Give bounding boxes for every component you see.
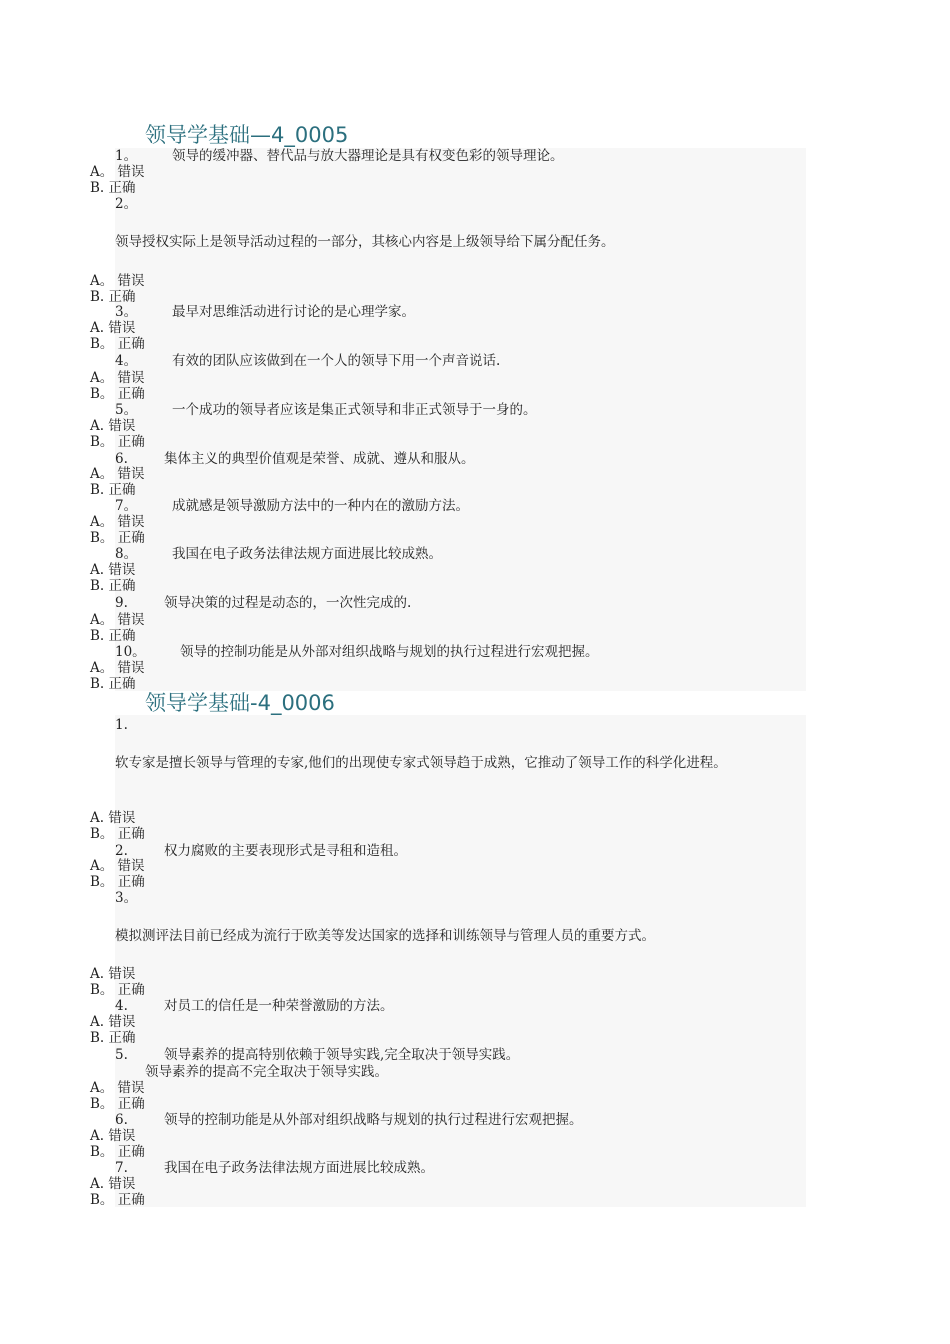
option-b[interactable]: B. 正确 [90, 628, 136, 644]
question-number: 5。 [115, 402, 138, 418]
option-b[interactable]: B。 正确 [90, 434, 145, 450]
option-a[interactable]: A. 错误 [90, 1014, 136, 1030]
question-text: 一个成功的领导者应该是集正式领导和非正式领导于一身的。 [172, 402, 537, 418]
question-number: 6. [115, 1112, 128, 1128]
question-text: 领导决策的过程是动态的，一次性完成的. [164, 595, 412, 611]
option-b[interactable]: B。 正确 [90, 1144, 145, 1160]
option-a[interactable]: A. 错误 [90, 966, 136, 982]
option-b[interactable]: B。 正确 [90, 336, 145, 352]
question-number: 7。 [115, 498, 138, 514]
question-text: 我国在电子政务法律法规方面进展比较成熟。 [164, 1160, 434, 1176]
option-a[interactable]: A. 错误 [90, 810, 136, 826]
question-text: 成就感是领导激励方法中的一种内在的激励方法。 [172, 498, 469, 514]
option-a[interactable]: A。 错误 [90, 164, 145, 180]
question-text: 领导素养的提高特别依赖于领导实践,完全取决于领导实践。 [164, 1047, 520, 1063]
option-a[interactable]: A。 错误 [90, 612, 145, 628]
option-a[interactable]: A. 错误 [90, 418, 136, 434]
option-b[interactable]: B。 正确 [90, 386, 145, 402]
question-number: 10。 [115, 644, 146, 660]
option-b[interactable]: B. 正确 [90, 676, 136, 692]
option-b[interactable]: B. 正确 [90, 1030, 136, 1046]
question-number: 5. [115, 1047, 128, 1063]
option-a[interactable]: A。 错误 [90, 273, 145, 289]
question-number: 8。 [115, 546, 138, 562]
question-note: 领导素养的提高不完全取决于领导实践。 [145, 1064, 388, 1080]
option-b[interactable]: B。 正确 [90, 982, 145, 998]
question-number: 2. [115, 843, 128, 859]
option-a[interactable]: A。 错误 [90, 858, 145, 874]
question-text: 领导授权实际上是领导活动过程的一部分，其核心内容是上级领导给下属分配任务。 [115, 234, 615, 250]
question-text: 模拟测评法目前已经成为流行于欧美等发达国家的选择和训练领导与管理人员的重要方式。 [115, 928, 655, 944]
question-number: 3。 [115, 304, 138, 320]
question-number: 2。 [115, 196, 138, 212]
question-text: 权力腐败的主要表现形式是寻租和造租。 [164, 843, 407, 859]
option-a[interactable]: A。 错误 [90, 1080, 145, 1096]
question-number: 7. [115, 1160, 128, 1176]
question-text: 软专家是擅长领导与管理的专家,他们的出现使专家式领导趋于成熟，它推动了领导工作的科学化进程。 [115, 755, 727, 771]
question-number: 1。 [115, 148, 138, 164]
option-b[interactable]: B. 正确 [90, 180, 136, 196]
question-number: 9. [115, 595, 128, 611]
option-a[interactable]: A。 错误 [90, 370, 145, 386]
option-a[interactable]: A。 错误 [90, 660, 145, 676]
question-text: 领导的缓冲器、替代品与放大器理论是具有权变色彩的领导理论。 [172, 148, 564, 164]
option-b[interactable]: B。 正确 [90, 826, 145, 842]
question-text: 最早对思维活动进行讨论的是心理学家。 [172, 304, 415, 320]
question-text: 对员工的信任是一种荣誉激励的方法。 [164, 998, 394, 1014]
option-a[interactable]: A. 错误 [90, 320, 136, 336]
option-b[interactable]: B。 正确 [90, 530, 145, 546]
question-text: 有效的团队应该做到在一个人的领导下用一个声音说话. [172, 353, 501, 369]
option-b[interactable]: B. 正确 [90, 482, 136, 498]
option-a[interactable]: A. 错误 [90, 1128, 136, 1144]
option-a[interactable]: A. 错误 [90, 1176, 136, 1192]
question-number: 3。 [115, 890, 138, 906]
section-title: 领导学基础—4_0005 [145, 123, 349, 147]
option-b[interactable]: B. 正确 [90, 578, 136, 594]
question-number: 4。 [115, 353, 138, 369]
question-text: 领导的控制功能是从外部对组织战略与规划的执行过程进行宏观把握。 [164, 1112, 583, 1128]
section-title: 领导学基础-4_0006 [145, 691, 335, 715]
question-text: 集体主义的典型价值观是荣誉、成就、遵从和服从。 [164, 451, 475, 467]
question-number: 4. [115, 998, 128, 1014]
option-b[interactable]: B。 正确 [90, 1192, 145, 1208]
question-panel-2 [115, 715, 806, 1207]
option-a[interactable]: A。 错误 [90, 466, 145, 482]
question-number: 6. [115, 451, 128, 467]
question-text: 领导的控制功能是从外部对组织战略与规划的执行过程进行宏观把握。 [180, 644, 599, 660]
question-number: 1. [115, 717, 128, 733]
option-b[interactable]: B。 正确 [90, 1096, 145, 1112]
question-text: 我国在电子政务法律法规方面进展比较成熟。 [172, 546, 442, 562]
option-a[interactable]: A. 错误 [90, 562, 136, 578]
option-b[interactable]: B. 正确 [90, 289, 136, 305]
option-a[interactable]: A。 错误 [90, 514, 145, 530]
option-b[interactable]: B。 正确 [90, 874, 145, 890]
